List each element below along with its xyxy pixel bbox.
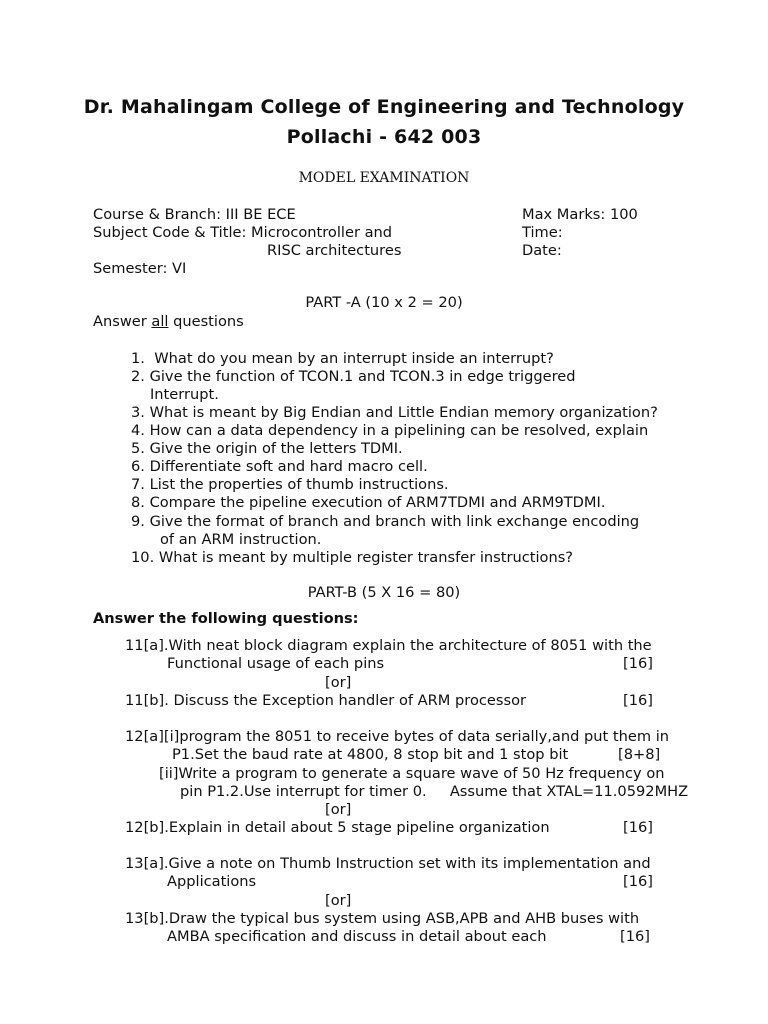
part-a-heading: PART -A (10 x 2 = 20) (305, 294, 463, 311)
question-2-continued: Interrupt. (150, 386, 219, 403)
question-11b: 11[b]. Discuss the Exception handler of ARM processor (125, 692, 527, 709)
question-2: 2. Give the function of TCON.1 and TCON.3 in edge triggered (131, 368, 576, 385)
question-12a-i-continued: P1.Set the baud rate at 4800, 8 stop bit and 1 stop bit (172, 746, 569, 763)
subject-title-line2: RISC architectures (267, 242, 402, 259)
marks-13a: [16] (623, 873, 653, 890)
question-12b: 12[b].Explain in detail about 5 stage pipeline organization (125, 819, 550, 836)
or-divider-11: [or] (325, 674, 352, 691)
part-b-heading: PART-B (5 X 16 = 80) (307, 584, 461, 601)
question-13a-continued: Applications (167, 873, 257, 890)
marks-12b: [16] (623, 819, 653, 836)
question-3: 3. What is meant by Big Endian and Little Endian memory organization? (131, 404, 658, 421)
time-label: Time: (522, 224, 563, 241)
question-8: 8. Compare the pipeline execution of ARM7TDMI and ARM9TDMI. (131, 494, 606, 511)
or-divider-13: [or] (325, 892, 352, 909)
question-6: 6. Differentiate soft and hard macro cell. (131, 458, 428, 475)
question-11a-continued: Functional usage of each pins (167, 655, 385, 672)
question-13b: 13[b].Draw the typical bus system using ASB,APB and AHB buses with (125, 910, 640, 927)
marks-13b: [16] (620, 928, 650, 945)
part-a-instruction (93, 313, 244, 331)
college-name: Dr. Mahalingam College of Engineering and Technology (83, 96, 685, 118)
question-5: 5. Give the origin of the letters TDMI. (131, 440, 403, 457)
question-12a-i: 12[a][i]program the 8051 to receive bytes of data serially,and put them in (125, 728, 670, 745)
instruction-emphasis: all (151, 313, 169, 330)
exam-title: MODEL EXAMINATION (298, 170, 470, 186)
question-7: 7. List the properties of thumb instructions. (131, 476, 449, 493)
question-12a-ii-continued: pin P1.2.Use interrupt for timer 0. Assume that XTAL=11.0592MHZ (180, 783, 689, 800)
question-11a: 11[a].With neat block diagram explain the architecture of 8051 with the (125, 637, 652, 654)
college-location: Pollachi - 642 003 (286, 126, 482, 148)
instruction-suffix: questions (168, 313, 244, 330)
semester: Semester: VI (93, 260, 187, 277)
marks-11a: [16] (623, 655, 653, 672)
question-9: 9. Give the format of branch and branch with link exchange encoding (131, 513, 640, 530)
subject-title-line1: Subject Code & Title: Microcontroller and (93, 224, 393, 241)
part-b-instruction: Answer the following questions: (93, 610, 359, 627)
date-label: Date: (522, 242, 562, 259)
question-4: 4. How can a data dependency in a pipelining can be resolved, explain (131, 422, 649, 439)
question-12a-ii: [ii]Write a program to generate a square wave of 50 Hz frequency on (159, 765, 665, 782)
question-10: 10. What is meant by multiple register transfer instructions? (131, 549, 574, 566)
instruction-prefix: Answer (93, 313, 152, 330)
question-1: 1. What do you mean by an interrupt inside an interrupt? (131, 350, 554, 367)
or-divider-12: [or] (325, 801, 352, 818)
course-branch: Course & Branch: III BE ECE (93, 206, 296, 223)
question-9-continued: of an ARM instruction. (160, 531, 322, 548)
question-13b-continued: AMBA specification and discuss in detail about each (167, 928, 547, 945)
marks-12a: [8+8] (618, 746, 661, 763)
marks-11b: [16] (623, 692, 653, 709)
max-marks: Max Marks: 100 (522, 206, 638, 223)
question-13a: 13[a].Give a note on Thumb Instruction set with its implementation and (125, 855, 651, 872)
